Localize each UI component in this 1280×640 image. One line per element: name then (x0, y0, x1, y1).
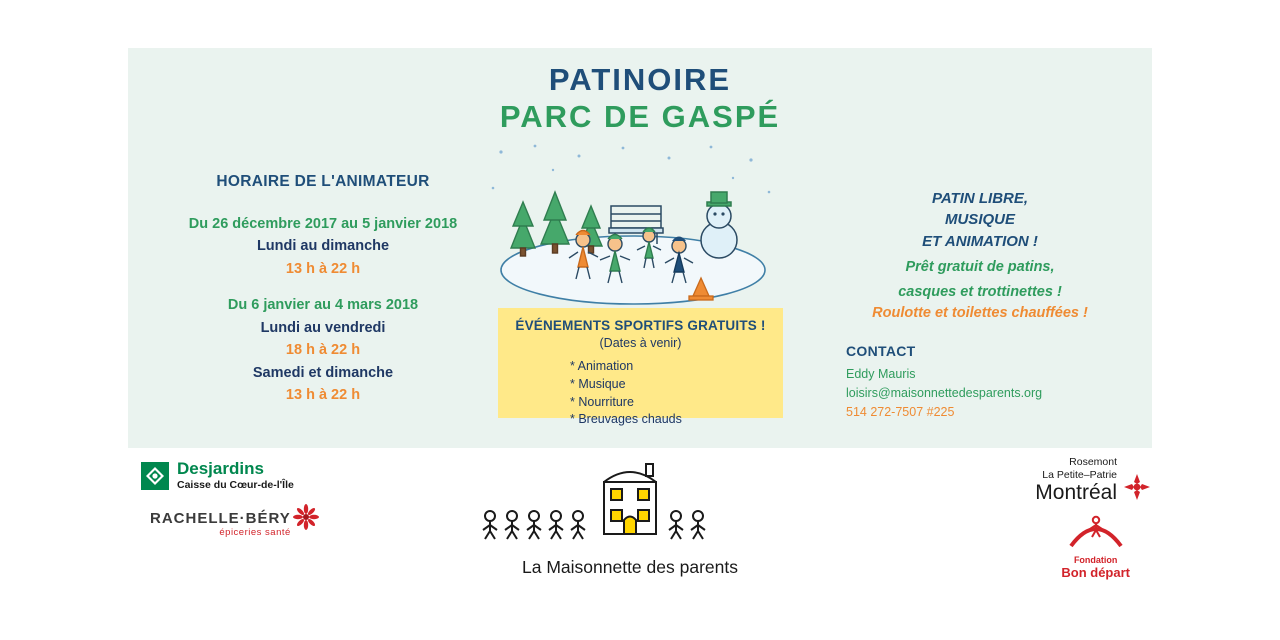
logo-desjardins (140, 460, 294, 491)
bondepart-line-2: Bon départ (1061, 565, 1130, 580)
desjardins-mark-icon (140, 461, 170, 491)
events-list (570, 358, 783, 429)
highlight-line-4: Prêt gratuit de patins, (905, 258, 1055, 275)
highlight-line-2: MUSIQUE (944, 211, 1015, 229)
contact-phone: 514 272-7507 #225 (846, 404, 955, 419)
contact-heading: CONTACT (846, 343, 916, 359)
highlight-line-1: PATIN LIBRE, (931, 190, 1029, 207)
montreal-name: Montréal (1035, 481, 1117, 505)
logo-rachelle-bery (150, 510, 291, 538)
free-sport-events-box (498, 308, 783, 427)
schedule-days-1: Lundi au dimanche (256, 238, 390, 255)
list-item: * Musique (570, 376, 626, 391)
bondepart-line-1: Fondation (1073, 555, 1118, 565)
flower-icon (293, 504, 319, 530)
highlight-line-6: Roulotte et toilettes chauffées ! (872, 305, 1088, 322)
rachelle-sub: épiceries santé (219, 527, 291, 538)
schedule-days-2: Lundi au vendredi (260, 319, 386, 336)
sponsor-footer (0, 448, 1280, 640)
highlights-block (830, 188, 1130, 324)
contact-block (846, 343, 1136, 421)
desjardins-name: Desjardins (177, 459, 264, 478)
title-line-1: PATINOIRE (548, 62, 732, 97)
events-box-title: ÉVÉNEMENTS SPORTIFS GRATUITS ! (515, 318, 766, 333)
schedule-hours-1: 13 h à 22 h (285, 260, 361, 277)
borough-line-1: Rosemont (1069, 456, 1117, 468)
bon-depart-arch-icon (1065, 510, 1127, 550)
poster-panel (128, 48, 1152, 448)
schedule-period-1: Du 26 décembre 2017 au 5 janvier 2018 (188, 216, 458, 232)
montreal-rosette-icon (1122, 472, 1152, 502)
animator-schedule (158, 173, 488, 407)
schedule-period-2: Du 6 janvier au 4 mars 2018 (227, 297, 419, 314)
schedule-heading: HORAIRE DE L'ANIMATEUR (216, 173, 430, 190)
desjardins-sub: Caisse du Cœur-de-l'Île (177, 479, 294, 491)
highlight-line-5: casques et trottinettes ! (898, 284, 1062, 301)
events-box-subtitle: (Dates à venir) (599, 336, 682, 350)
list-item: * Breuvages chauds (570, 412, 682, 427)
list-item: * Nourriture (570, 394, 634, 409)
skating-rink-illustration (483, 140, 783, 315)
borough-line-2: La Petite–Patrie (1042, 469, 1117, 482)
rachelle-name: RACHELLE·BÉRY (150, 510, 291, 527)
skating-rink-svg (483, 140, 783, 315)
schedule-spacer (158, 280, 488, 294)
house-and-people-icon (480, 448, 780, 548)
highlight-line-3: ET ANIMATION ! (922, 232, 1038, 250)
poster-title (128, 62, 1152, 135)
logo-fondation-bon-depart (1061, 510, 1130, 580)
schedule-hours-3: 13 h à 22 h (285, 387, 361, 404)
maisonnette-name: La Maisonnette des parents (522, 557, 738, 577)
schedule-days-3: Samedi et dimanche (252, 364, 394, 381)
contact-name: Eddy Mauris (846, 367, 916, 381)
logo-ville-de-montreal (1035, 456, 1152, 503)
schedule-hours-2: 18 h à 22 h (285, 342, 361, 359)
list-item: * Animation (570, 359, 634, 373)
logo-maisonnette-des-parents (480, 448, 780, 578)
contact-email[interactable]: loisirs@maisonnettedesparents.org (846, 385, 1043, 400)
title-line-2: PARC DE GASPÉ (499, 98, 781, 134)
